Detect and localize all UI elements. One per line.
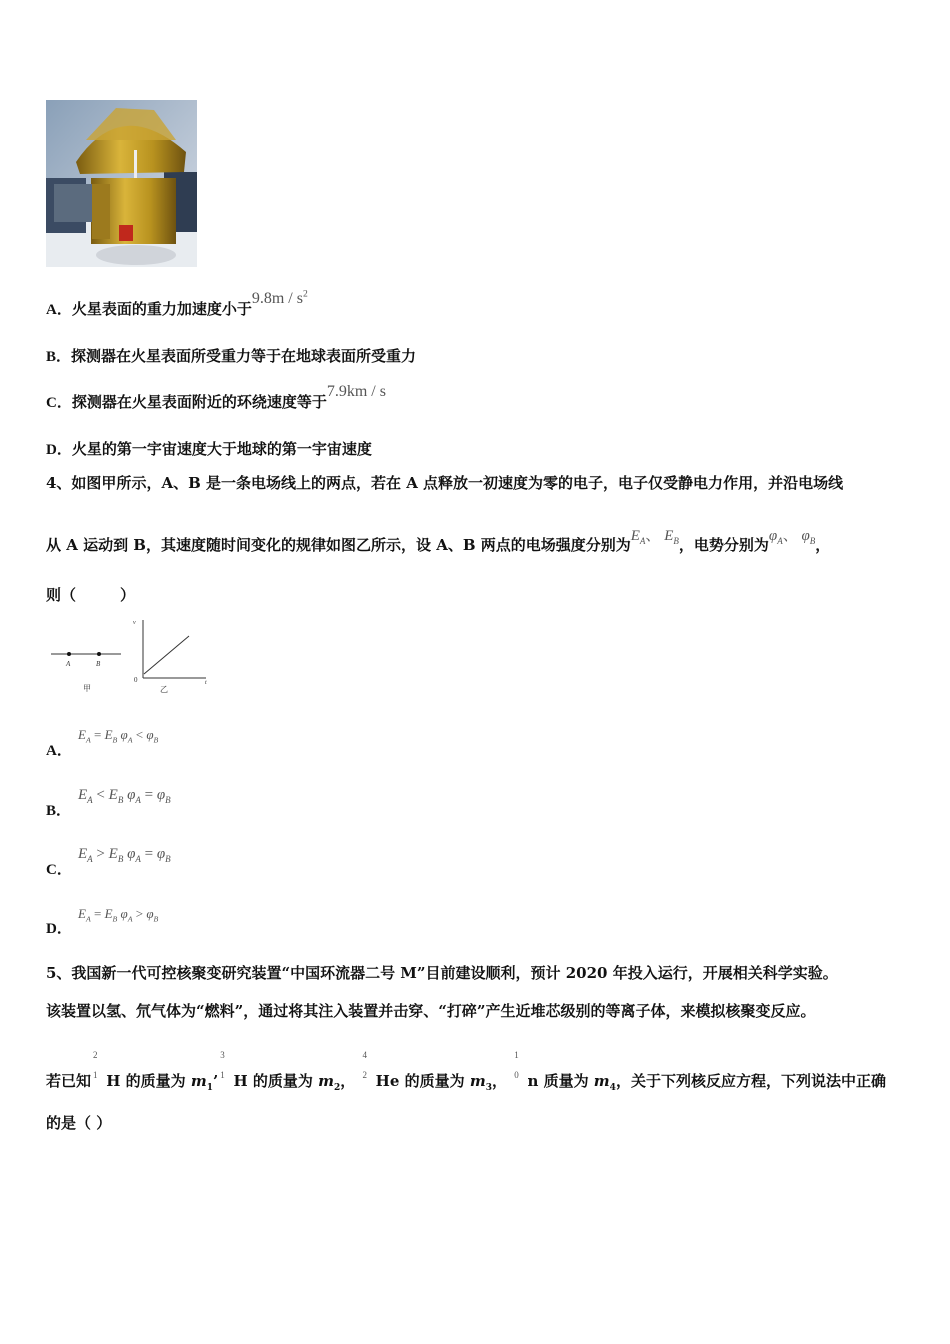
- option-math: 7.9km / s: [326, 383, 386, 400]
- q5-line3: 若已知 2 1 H 的质量为 $m_1$’ 3 1 H 的质量为 $m_2$， 4 2 He 的质量为 $m_3$， 1 0 n 质量为 $m_4$，关于下列核反应方程，下列说法中正确: [46, 1050, 886, 1093]
- option-text: 探测器在火星表面附近的环绕速度等于: [71, 393, 327, 411]
- mars-probe-image: [46, 100, 197, 267]
- option-b-q3: [46, 345, 416, 366]
- q5-line2: 该装置以氢、氘气体为“燃料”，通过将其注入装置并击穿、“打碎”产生近堆芯级别的等离子体，来模拟核聚变反应。: [46, 1002, 816, 1020]
- q5-line1: 5、我国新一代可控核聚变研究装置“中国环流器二号 M”目前建设顺利，预计 2020 年投入运行，开展相关科学实验。: [46, 964, 838, 982]
- nuclide-h2: 2 1: [93, 1050, 98, 1080]
- option-text: 探测器在火星表面所受重力等于在地球表面所受重力: [71, 347, 417, 365]
- option-d-q4: [46, 917, 72, 938]
- origin-label: 0: [134, 676, 138, 684]
- figure-yi-label: 乙: [160, 685, 168, 694]
- option-letter: A．: [46, 743, 72, 759]
- option-c-q3: [46, 383, 386, 412]
- option-letter: B．: [46, 349, 72, 365]
- nuclide-h3: 3 1: [220, 1050, 225, 1080]
- point-a-dot: [67, 652, 71, 656]
- nuclide-he: 4 2: [362, 1050, 367, 1080]
- option-letter: D．: [46, 921, 72, 937]
- figure-jia-label: 甲: [83, 684, 91, 693]
- option-letter: C．: [46, 395, 72, 411]
- option-a-q4-math: $E_A = E_B$ $\varphi_A < \varphi_B$: [78, 727, 159, 745]
- option-a-q4: [46, 739, 72, 760]
- field-strength-symbols: $E_A$、 $E_B$: [630, 528, 679, 546]
- option-text: 火星表面的重力加速度小于: [71, 300, 252, 318]
- figure-jia: [51, 652, 121, 693]
- option-letter: D．: [46, 442, 72, 458]
- point-a-label: A: [66, 660, 71, 668]
- option-math: $9.8m / s^2$: [251, 288, 308, 307]
- option-a-q3: [46, 288, 308, 319]
- option-letter: A．: [46, 302, 72, 318]
- point-b-label: B: [96, 660, 101, 668]
- option-letter: C．: [46, 862, 72, 878]
- option-d-q3: [46, 438, 372, 459]
- nuclide-n: 1 0: [514, 1050, 519, 1080]
- option-c-q4: [46, 858, 72, 879]
- axis-t-label: t: [205, 680, 207, 686]
- option-c-q4-math: $E_A > E_B$ $\varphi_A = \varphi_B$: [78, 846, 171, 864]
- q4-line3: 则（ ）: [46, 586, 136, 604]
- q4-figure: [46, 616, 216, 698]
- q5-line4: 的是（ ）: [46, 1114, 112, 1132]
- option-b-q4-math: $E_A < E_B$ $\varphi_A = \varphi_B$: [78, 787, 171, 805]
- potential-symbols: $\varphi_A$、 $\varphi_B$: [768, 528, 816, 546]
- option-letter: B．: [46, 803, 72, 819]
- option-d-q4-math: $E_A = E_B$ $\varphi_A > \varphi_B$: [78, 906, 159, 924]
- axis-v-label: v: [133, 620, 136, 626]
- option-b-q4: [46, 799, 71, 820]
- q4-line1: 4、如图甲所示，A、B 是一条电场线上的两点，若在 A 点释放一初速度为零的电子，电子仅受静电力作用，并沿电场线: [46, 474, 844, 492]
- point-b-dot: [97, 652, 101, 656]
- q4-line2: 从 A 运动到 B，其速度随时间变化的规律如图乙所示，设 A、B 两点的电场强度分别为$E_A$、 $E_B$，电势分别为$\varphi_A$、 $\varphi_B$，: [46, 528, 831, 554]
- option-text: 火星的第一宇宙速度大于地球的第一宇宙速度: [71, 440, 372, 458]
- figure-yi: [133, 620, 207, 694]
